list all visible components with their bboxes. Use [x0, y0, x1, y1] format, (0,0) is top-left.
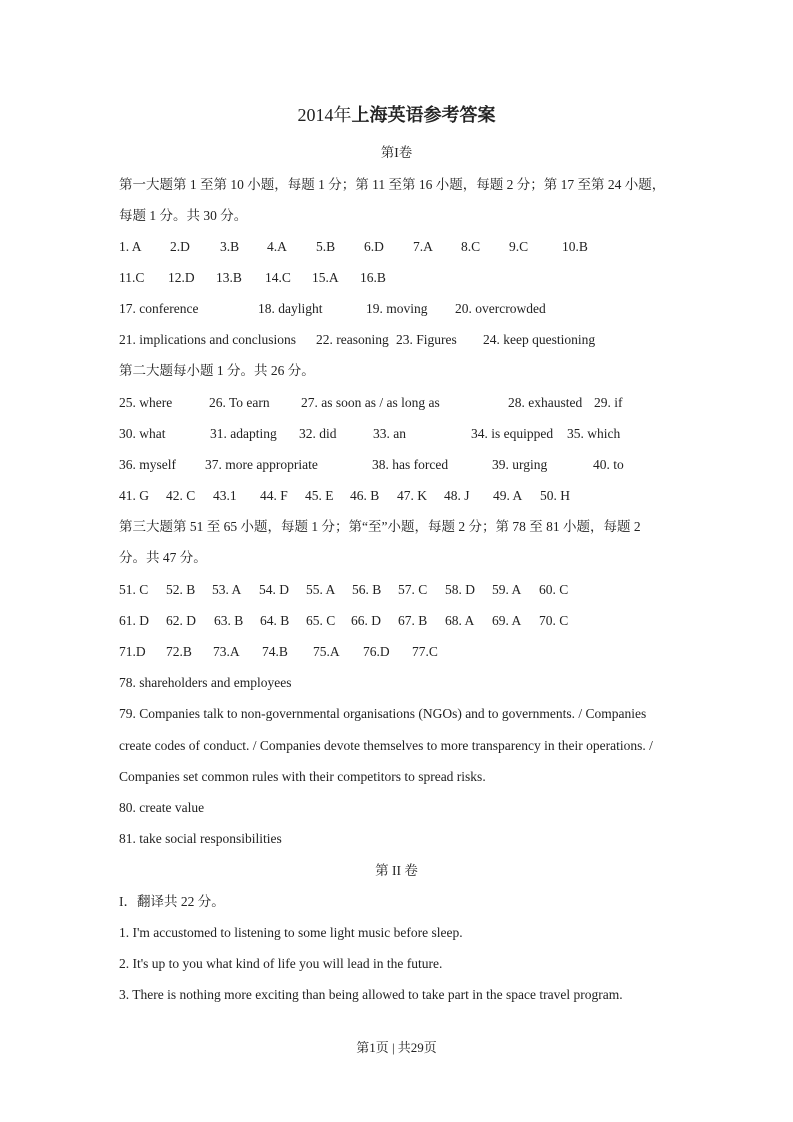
answer-item: 33. an — [373, 426, 406, 441]
answer-item: 71.D — [119, 644, 146, 659]
translation-3: 3. There is nothing more exciting than being allowed to take part in the space travel program. — [119, 987, 623, 1002]
answer-79: 79. Companies talk to non-governmental organisations (NGOs) and to governments. / Companies — [119, 706, 647, 721]
answer-item: 31. adapting — [210, 426, 277, 441]
answer-item: 43.1 — [213, 488, 237, 503]
answer-item: 69. A — [492, 613, 522, 628]
answer-item: 28. exhausted — [508, 395, 583, 410]
answer-item: 26. To earn — [209, 395, 270, 410]
answer-item: 15.A — [312, 270, 339, 285]
title-main: 上海英语参考答案 — [351, 105, 496, 125]
answer-item: 21. implications and conclusions — [119, 332, 296, 347]
answer-79-cont2: Companies set common rules with their competitors to spread risks. — [119, 769, 486, 784]
answer-item: 19. moving — [366, 301, 428, 316]
answer-item: 41. G — [119, 488, 149, 503]
answer-item: 44. F — [260, 488, 288, 503]
answer-item: 16.B — [360, 270, 386, 285]
answer-item: 8.C — [461, 239, 481, 254]
answer-item: 14.C — [265, 270, 291, 285]
answer-item: 54. D — [259, 582, 289, 597]
answer-item: 56. B — [352, 582, 382, 597]
part1-heading: 第I卷 — [380, 145, 413, 160]
answer-item: 7.A — [413, 239, 433, 254]
answer-item: 39. urging — [492, 457, 548, 472]
answer-item: 35. which — [567, 426, 621, 441]
answer-item: 65. C — [306, 613, 336, 628]
answer-item: 25. where — [119, 395, 173, 410]
answer-item: 51. C — [119, 582, 149, 597]
answer-item: 47. K — [397, 488, 427, 503]
answer-item: 64. B — [260, 613, 290, 628]
answer-item: 72.B — [166, 644, 192, 659]
answer-item: 38. has forced — [372, 457, 449, 472]
answer-item: 9.C — [509, 239, 529, 254]
answer-item: 20. overcrowded — [455, 301, 546, 316]
section1-intro: 第一大题第 1 至第 10 小题，每题 1 分；第 11 至第 16 小题，每题 2 分；第 17 至第 24 小题， — [119, 177, 666, 192]
translation-2: 2. It's up to you what kind of life you will lead in the future. — [119, 956, 443, 971]
answer-item: 60. C — [539, 582, 569, 597]
answer-item: 53. A — [212, 582, 242, 597]
answer-item: 55. A — [306, 582, 336, 597]
answer-item: 5.B — [316, 239, 336, 254]
page-footer: 第1页 | 共29页 — [356, 1040, 437, 1055]
answer-item: 36. myself — [119, 457, 176, 472]
section2-intro: 第二大题每小题 1 分。共 26 分。 — [119, 363, 315, 378]
part2-heading: 第 II 卷 — [375, 863, 418, 878]
answer-item: 11.C — [119, 270, 145, 285]
answer-item: 76.D — [363, 644, 390, 659]
answer-item: 27. as soon as / as long as — [301, 395, 440, 410]
answer-80: 80. create value — [119, 800, 205, 815]
answer-item: 59. A — [492, 582, 522, 597]
answer-79-cont: create codes of conduct. / Companies devote themselves to more transparency in their operations. / — [119, 738, 653, 753]
answer-item: 40. to — [593, 457, 624, 472]
answer-item: 37. more appropriate — [205, 457, 318, 472]
answer-item: 63. B — [214, 613, 244, 628]
answer-item: 66. D — [351, 613, 381, 628]
answer-78: 78. shareholders and employees — [119, 675, 292, 690]
answer-item: 75.A — [313, 644, 340, 659]
answer-item: 29. if — [594, 395, 623, 410]
answer-item: 49. A — [493, 488, 523, 503]
answer-item: 58. D — [445, 582, 475, 597]
title-year: 2014年 — [297, 105, 352, 125]
answer-item: 45. E — [305, 488, 334, 503]
answer-item: 3.B — [220, 239, 240, 254]
answer-item: 70. C — [539, 613, 569, 628]
translation-1: 1. I'm accustomed to listening to some light music before sleep. — [119, 925, 463, 940]
answer-item: 22. reasoning — [316, 332, 389, 347]
answer-item: 52. B — [166, 582, 196, 597]
answer-item: 68. A — [445, 613, 475, 628]
answer-item: 73.A — [213, 644, 240, 659]
answer-item: 18. daylight — [258, 301, 323, 316]
answer-item: 13.B — [216, 270, 242, 285]
section3-intro: 第三大题第 51 至 65 小题，每题 1 分；第“至”小题，每题 2 分；第 78 至 81 小题，每题 2 — [119, 519, 641, 534]
translation-intro: I．翻译共 22 分。 — [119, 894, 225, 909]
answer-item: 23. Figures — [396, 332, 457, 347]
section3-intro-cont: 分。共 47 分。 — [119, 550, 207, 565]
answer-item: 12.D — [168, 270, 195, 285]
answer-item: 48. J — [444, 488, 470, 503]
answer-item: 74.B — [262, 644, 288, 659]
page-title — [0, 107, 793, 123]
answer-item: 17. conference — [119, 301, 199, 316]
section1-intro-cont: 每题 1 分。共 30 分。 — [119, 208, 248, 223]
answer-item: 24. keep questioning — [483, 332, 596, 347]
answer-item: 32. did — [299, 426, 337, 441]
answer-item: 61. D — [119, 613, 149, 628]
answer-item: 2.D — [170, 239, 190, 254]
answer-item: 57. C — [398, 582, 428, 597]
answer-item: 50. H — [540, 488, 570, 503]
answer-item: 6.D — [364, 239, 384, 254]
answer-item: 62. D — [166, 613, 196, 628]
answer-item: 46. B — [350, 488, 380, 503]
answer-item: 34. is equipped — [471, 426, 554, 441]
answer-item: 77.C — [412, 644, 438, 659]
answer-item: 1. A — [119, 239, 142, 254]
answer-item: 67. B — [398, 613, 428, 628]
answer-81: 81. take social responsibilities — [119, 831, 282, 846]
answer-item: 30. what — [119, 426, 166, 441]
answer-item: 42. C — [166, 488, 196, 503]
answer-item: 10.B — [562, 239, 588, 254]
answer-item: 4.A — [267, 239, 287, 254]
